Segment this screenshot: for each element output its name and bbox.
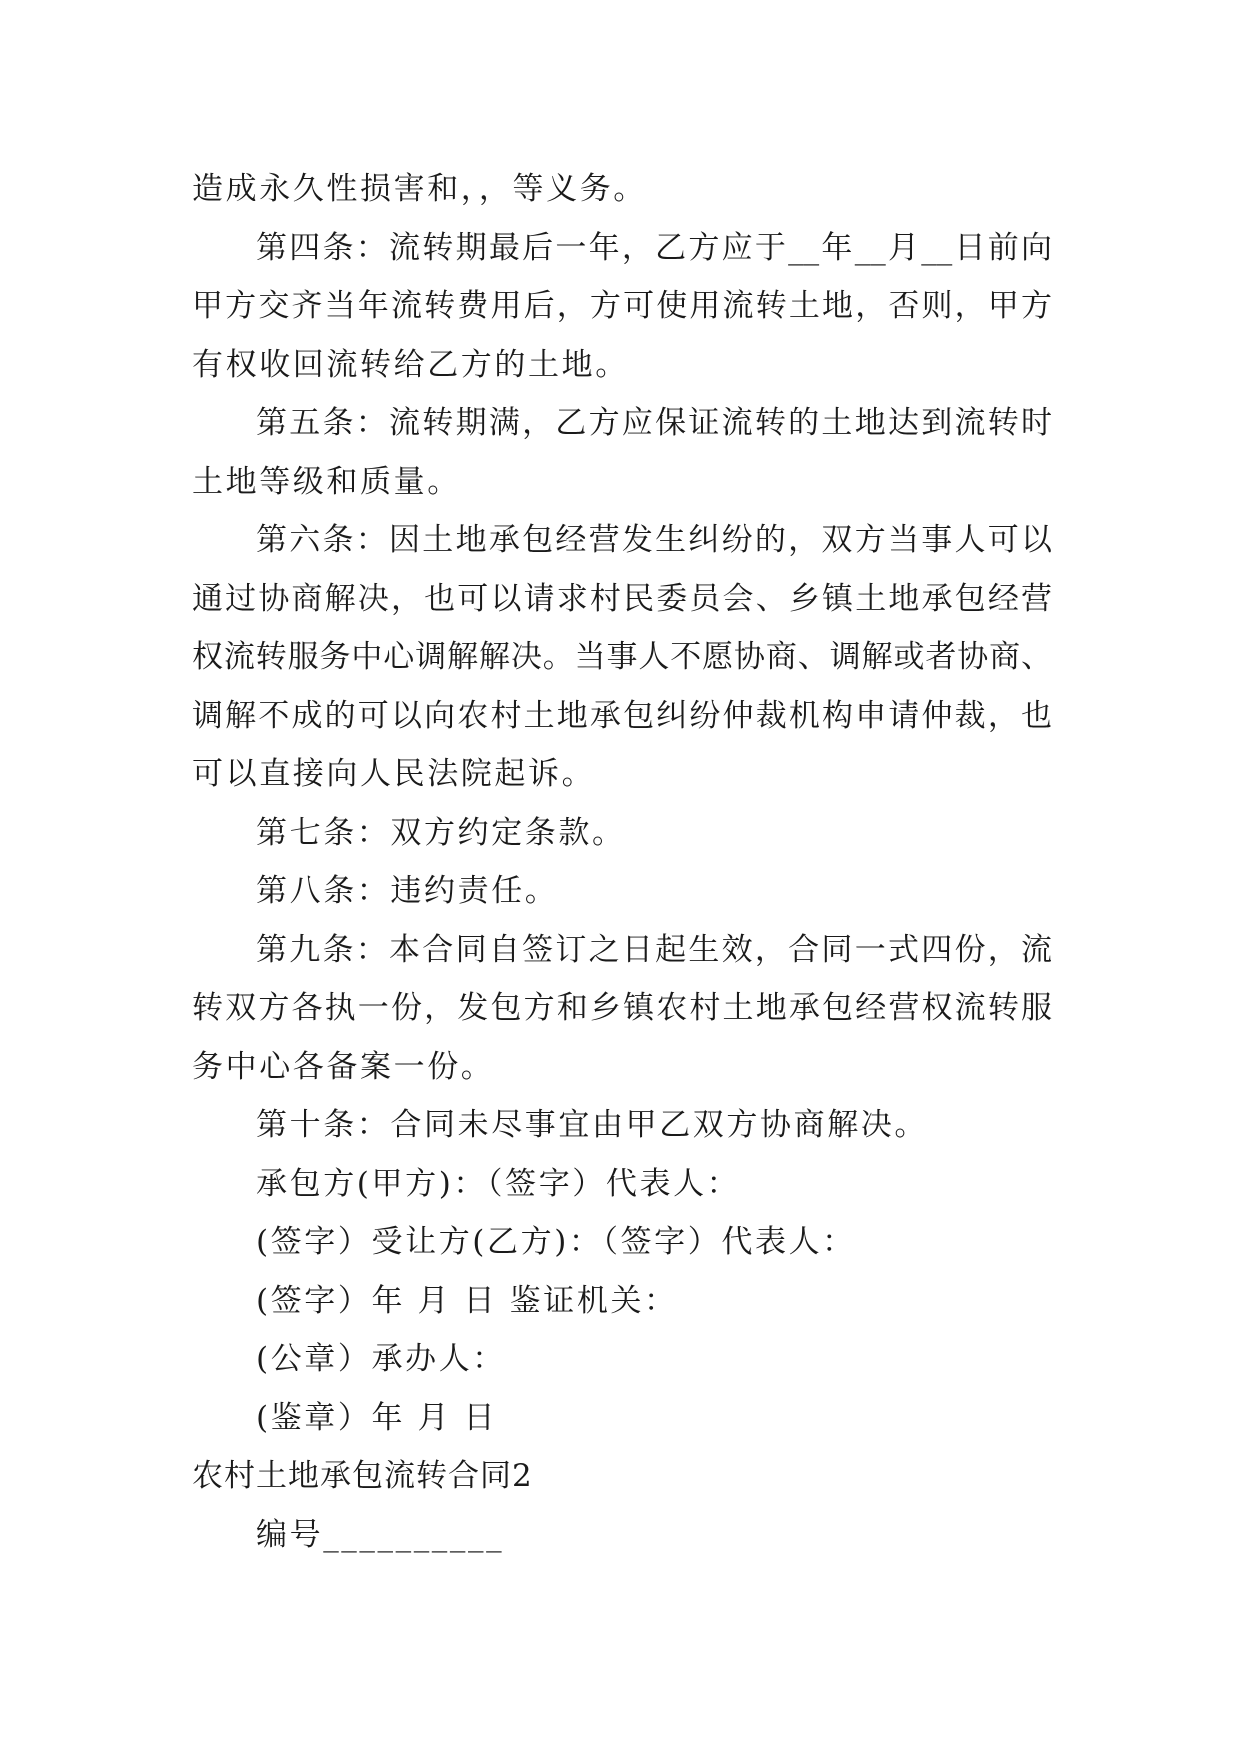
clause-4-line-1: 第四条：流转期最后一年，乙方应于__年__月__日前向: [256, 229, 1052, 266]
signature-line-1: 承包方(甲方)：（签字）代表人：: [256, 1165, 741, 1202]
text-line: 造成永久性损害和，，等义务。: [192, 171, 647, 207]
signature-line-4: (公章）承办人：: [256, 1341, 506, 1377]
clause-9-line-3: 务中心各备案一份。: [192, 1048, 495, 1085]
clause-6-line-5: 可以直接向人民法院起诉。: [192, 756, 596, 792]
clause-7: 第七条：双方约定条款。: [256, 814, 626, 851]
clause-6-line-1: 第六条：因土地承包经营发生纠纷的，双方当事人可以: [256, 522, 1052, 558]
clause-9-line-1: 第九条：本合同自签订之日起生效，合同一式四份，流: [256, 931, 1052, 968]
section-title: 农村土地承包流转合同2: [192, 1458, 533, 1494]
signature-line-2: (签字）受让方(乙方)：（签字）代表人：: [256, 1224, 856, 1260]
clause-6-line-3: 权流转服务中心调解解决。当事人不愿协商、调解或者协商、: [192, 639, 1052, 675]
clause-5-line-2: 土地等级和质量。: [192, 463, 461, 500]
clause-8: 第八条：违约责任。: [256, 873, 559, 909]
contract-number: 编号__________: [256, 1516, 505, 1553]
signature-line-3: (签字）年 月 日 鉴证机关：: [256, 1282, 678, 1319]
document-page: [192, 160, 1052, 1564]
clause-9-line-2: 转双方各执一份，发包方和乡镇农村土地承包经营权流转服: [192, 990, 1052, 1026]
clause-4-line-3: 有权收回流转给乙方的土地。: [192, 346, 629, 383]
signature-line-5: (鉴章）年 月 日: [256, 1399, 498, 1436]
clause-4-line-2: 甲方交齐当年流转费用后，方可使用流转土地，否则，甲方: [192, 288, 1052, 324]
clause-10: 第十条：合同未尽事宜由甲乙双方协商解决。: [256, 1107, 928, 1143]
clause-5-line-1: 第五条：流转期满，乙方应保证流转的土地达到流转时: [256, 405, 1052, 441]
clause-6-line-4: 调解不成的可以向农村土地承包纠纷仲裁机构申请仲裁，也: [192, 697, 1052, 734]
clause-6-line-2: 通过协商解决，也可以请求村民委员会、乡镇土地承包经营: [192, 580, 1052, 617]
